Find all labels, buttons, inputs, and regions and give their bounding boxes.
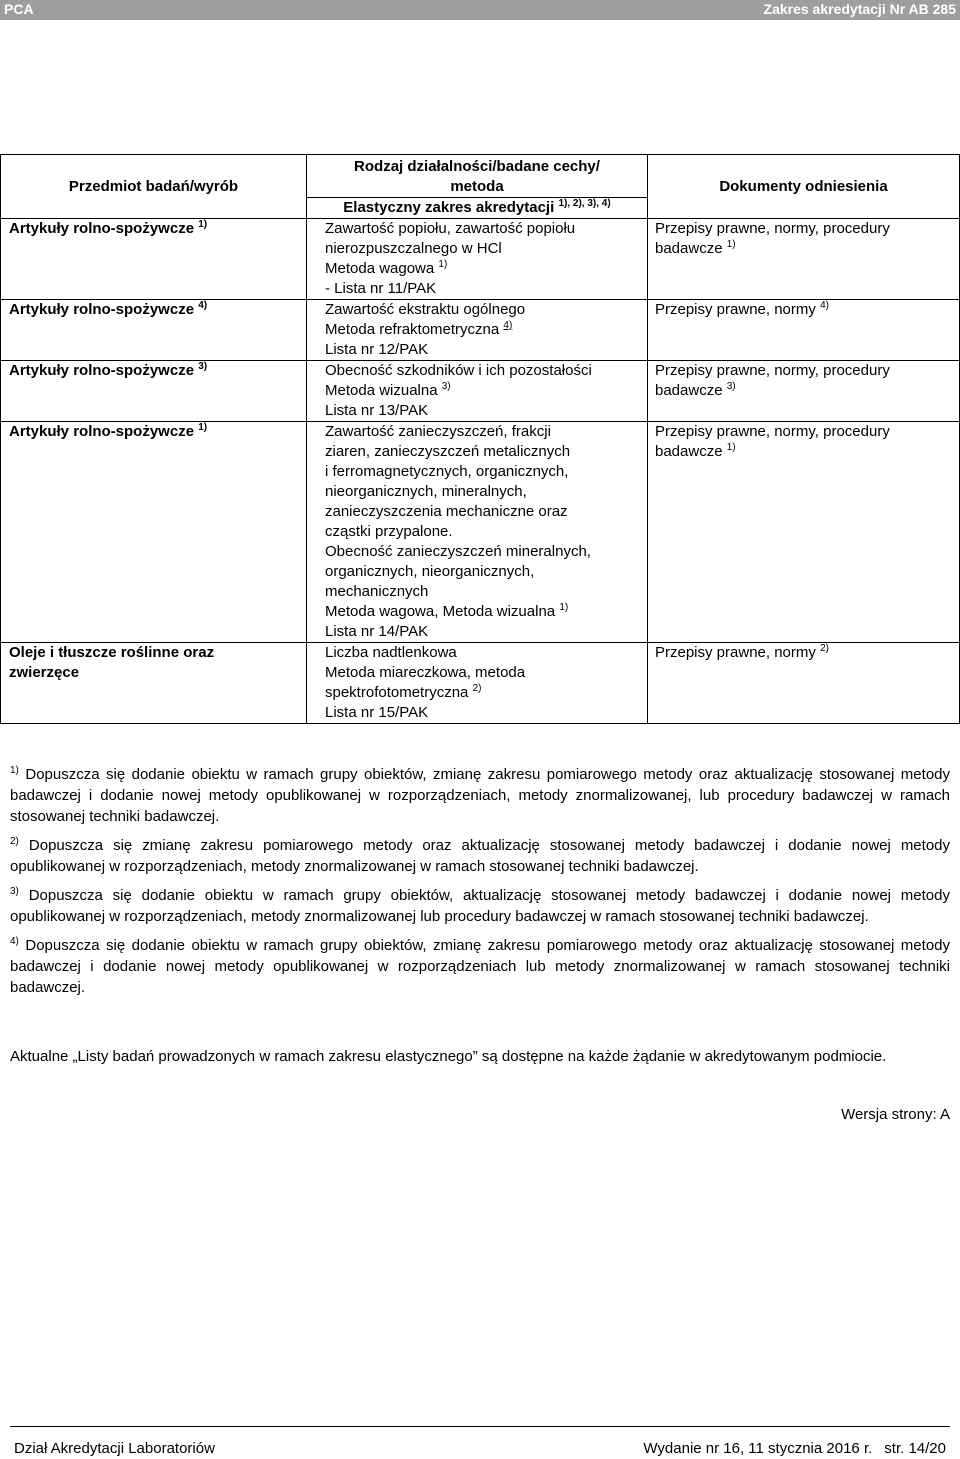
col-docs-header: Dokumenty odniesienia: [648, 155, 960, 219]
table-row: [1, 422, 960, 643]
page-version: Wersja strony: A: [841, 1106, 950, 1123]
footer-divider: [10, 1426, 950, 1427]
table-header-row: [1, 155, 960, 198]
footer-department: Dział Akredytacji Laboratoriów: [14, 1440, 215, 1457]
footnote: $^{1)}$ Dopuszcza się dodanie obiektu w ramach grupy obiektów, zmianę zakresu pomiarowego metody oraz aktualizację stosowanej metody badawczej i dodanie nowej metody opublikowanej w rozporządzeniach, metody znormalizowanej, lub procedury badawczej w ramach stosowanej techniki badawczej.: [10, 765, 950, 825]
subject-cell: Oleje i tłuszcze roślinne oraz zwierzęce: [1, 643, 307, 724]
subject-cell: Artykuły rolno-spożywcze $^{1)}$: [1, 422, 307, 643]
docs-cell: Przepisy prawne, normy $^{2)}$: [648, 643, 960, 724]
col-subject-header: Przedmiot badań/wyrób: [1, 155, 307, 219]
footnotes: [10, 764, 950, 1006]
list-ref: Lista nr 13/PAK: [325, 402, 429, 419]
edition-text: Wydanie nr 16, 11 stycznia 2016 r.: [643, 1440, 873, 1457]
flex-lists-notice: Aktualne „Listy badań prowadzonych w ramach zakresu elastycznego” są dostępne na każde żądanie w akredytowanym podmiocie.: [10, 1048, 887, 1065]
docs-cell: Przepisy prawne, normy, procedury badawcze $^{1)}$: [648, 219, 960, 300]
footnote: $^{2)}$ Dopuszcza się zmianę zakresu pomiarowego metody oraz aktualizację stosowanej metody badawczej i dodanie nowej metody opublikowanej w rozporządzeniach, metody znormalizowanej w ramach stosowanej techniki badawczej.: [10, 836, 951, 875]
footnote: $^{4)}$ Dopuszcza się dodanie obiektu w ramach grupy obiektów, zmianę zakresu pomiarowego metody oraz aktualizację stosowanej metody badawczej i dodanie nowej metody opublikowanej w rozporządzeniach lub metody znormalizowanej w ramach stosowanej techniki badawczej.: [10, 936, 950, 996]
table-row: [1, 643, 960, 724]
page-header: [0, 0, 960, 20]
docs-cell: Przepisy prawne, normy, procedury badawcze $^{1)}$: [648, 422, 960, 643]
list-ref: - Lista nr 11/PAK: [325, 280, 437, 297]
header-title: Zakres akredytacji Nr AB 285: [763, 1, 956, 17]
method-cell: Zawartość popiołu, zawartość popiołu nierozpuszczalnego w HCl Metoda wagowa $^{1)}$ - Lista nr 11/PAK: [307, 219, 648, 300]
page-number: str. 14/20: [884, 1440, 946, 1457]
table-row: [1, 361, 960, 422]
list-ref: Lista nr 12/PAK: [325, 341, 429, 358]
method-cell: Liczba nadtlenkowa Metoda miareczkowa, metoda spektrofotometryczna $^{2)}$ Lista nr 15/PAK: [307, 643, 648, 724]
list-ref: Lista nr 14/PAK: [325, 623, 429, 640]
method-cell: Obecność szkodników i ich pozostałości Metoda wizualna $^{3)}$ Lista nr 13/PAK: [307, 361, 648, 422]
accreditation-table: [0, 154, 960, 724]
subject-cell: Artykuły rolno-spożywcze $^{1)}$: [1, 219, 307, 300]
docs-cell: Przepisy prawne, normy, procedury badawcze $^{3)}$: [648, 361, 960, 422]
method-cell: Zawartość ekstraktu ogólnego Metoda refraktometryczna $^{4)}$ Lista nr 12/PAK: [307, 300, 648, 361]
method-cell: Zawartość zanieczyszczeń, frakcji ziaren, zanieczyszczeń metalicznych i ferromagnetycznych, organicznych, nieorganicznych, mineralnych, zanieczyszczenia mechaniczne oraz cząstki przypalone. Obecność zanieczyszczeń mineralnych, organicznych, nieorganicznych, mechanicznych Metoda wagowa, Metoda wizualna $^{1)}$ Lista nr 14/PAK: [307, 422, 648, 643]
list-ref: Lista nr 15/PAK: [325, 704, 429, 721]
subject-cell: Artykuły rolno-spożywcze $^{3)}$: [1, 361, 307, 422]
subject-cell: Artykuły rolno-spożywcze $^{4)}$: [1, 300, 307, 361]
footer-edition: [643, 1440, 946, 1457]
table-row: [1, 219, 960, 300]
docs-cell: Przepisy prawne, normy $^{4)}$: [648, 300, 960, 361]
header-org: PCA: [4, 1, 34, 17]
footnote: $^{3)}$ Dopuszcza się dodanie obiektu w ramach grupy obiektów, aktualizację stosowanej metody badawczej i dodanie nowej metody opublikowanej w rozporządzeniach, metody znormalizowanej lub procedury badawczej w ramach stosowanej techniki badawczej.: [10, 886, 950, 925]
flex-scope-label: Elastyczny zakres akredytacji $^{1), 2), 3), 4)}$: [307, 198, 648, 219]
col-method-header: Rodzaj działalności/badane cechy/ metoda: [307, 155, 648, 198]
table-row: [1, 300, 960, 361]
